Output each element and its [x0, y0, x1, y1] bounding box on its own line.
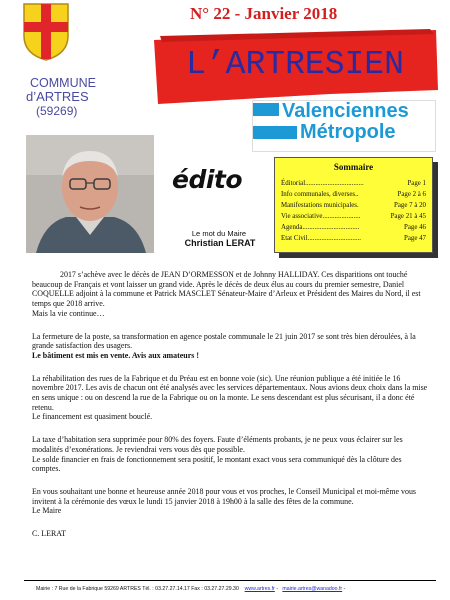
footer-divider [24, 580, 436, 581]
paragraph: Le Maire [32, 506, 62, 516]
paragraph: Le solde financier en frais de fonctionnement sera positif, le montant exact vous sera communiqué dès la clôture des comptes. [32, 454, 402, 474]
paragraph: En vous souhaitant une bonne et heureuse année 2018 pour vous et vos proches, le Conseil Municipal et moi-même vous invitent à la cérémonie des vœux le lundi 15 janvier 2018 à 19h00 à la salle des fêtes de la commune. [32, 486, 417, 506]
commune-label [26, 76, 96, 118]
footer-address: Mairie : 7 Rue de la Fabrique 59269 ARTRES Tél. : 03.27.27.14.17 Fax : 03.27.27.29.30 [36, 586, 239, 592]
toc-item: Éditorial .................................. Page 1 [281, 180, 426, 187]
footer-separator: - [343, 586, 346, 592]
footer [36, 586, 345, 592]
coat-of-arms-logo [22, 2, 70, 62]
toc-item: Vie associative ...................... Page 21 à 45 [281, 213, 426, 220]
table-of-contents [274, 157, 433, 253]
paragraph: La fermeture de la poste, sa transformation en agence postale communale le 21 juin 2017 se sont très bien déroulées, à la grande satisfaction des usagers. [32, 331, 416, 351]
editorial-body [32, 270, 432, 539]
commune-line2: d’ARTRES [26, 89, 89, 104]
mayor-portrait [26, 135, 154, 253]
paragraph: Mais la vie continue… [32, 308, 105, 318]
mayor-name: Christian LERAT [184, 238, 256, 248]
toc-item: Etat Civil ............................... Page 47 [281, 235, 426, 242]
partner-name-line1: Valenciennes [282, 100, 409, 122]
toc-item: Info communales, diverses .. Page 2 à 6 [281, 191, 426, 198]
partner-name-line2: Métropole [300, 121, 396, 143]
mayor-caption: Le mot du Maire [191, 229, 247, 238]
paragraph: Le financement est quasiment bouclé. [32, 412, 153, 422]
signature: C. LERAT [32, 529, 66, 539]
email-link[interactable]: mairie.artres@wanadoo.fr [282, 586, 343, 592]
issue-number: N° 22 - Janvier 2018 [190, 4, 338, 23]
newsletter-title: L’ARTRESIEN [186, 46, 404, 83]
toc-item: Agenda ................................. Page 46 [281, 224, 426, 231]
paragraph: 2017 s’achève avec le décès de JEAN D’ORMESSON et de Johnny HALLIDAY. Ces disparitions ont touché beaucoup de Français et vont laisser un grand vide. Après le décès de deux élus au cours du premier semestre, Daniel COQUELLE adjoint à la commune et Patrick MASCLET Sénateur-Maire d’Arleux et Président des Maires du Nord, il est temps que 2018 arrive. [32, 270, 421, 309]
paragraph: La taxe d’habitation sera supprimée pour 80% des foyers. Faute d’éléments probants, je ne peux vous éclairer sur les modalités d’exonérations. Je reviendrai vers vous dès que possible. [32, 435, 403, 454]
partner-logo-bar [253, 103, 279, 116]
paragraph-emphasis: Le bâtiment est mis en vente. Avis aux amateurs ! [32, 350, 199, 360]
footer-separator: - [276, 586, 279, 592]
toc-item: Manifestations municipales . Page 7 à 20 [281, 202, 426, 209]
commune-line1: COMMUNE [30, 76, 96, 90]
partner-logo-bar [253, 126, 297, 139]
edito-heading: édito [172, 165, 243, 194]
sommaire-title: Sommaire [333, 162, 374, 172]
commune-line3: (59269) [36, 104, 78, 118]
paragraph: La réhabilitation des rues de la Fabrique et du Préau est en bonne voie (sic). Une réunion publique a été initiée le 16 novembre 2017. Les avis de chacun ont été analysés avec les services départementaux. Nous avions deux choix dans la mise en sens unique : ou on descend la rue de la Fabrique ou on la monte. Le sens descendant est plus sécurisant, il a donc été retenu. [32, 373, 428, 412]
website-link[interactable]: www.artres.fr [244, 586, 275, 592]
